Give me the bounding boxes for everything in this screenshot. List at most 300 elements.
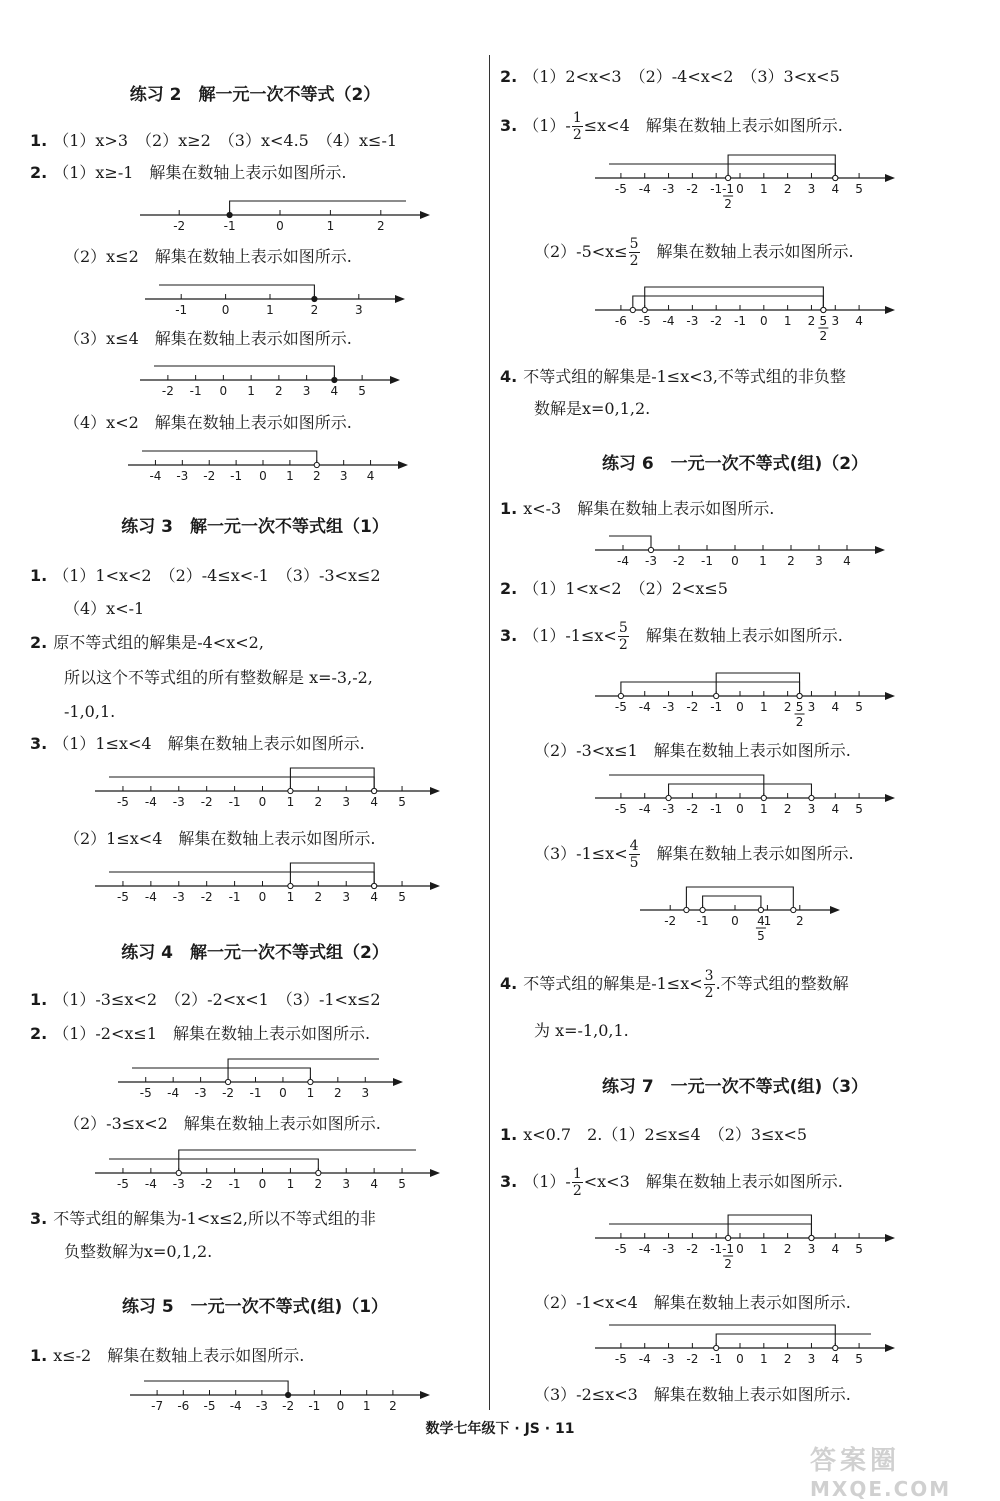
axis-arrow-icon — [430, 882, 440, 890]
answer-6-4a: 4. 不等式组的解集是-1≤x< $\frac{3}{2}$ .不等式组的整数解 — [500, 968, 849, 1001]
item-number: 3. — [30, 1209, 48, 1228]
tick-label: -4 — [229, 1399, 242, 1413]
tick-label: 3 — [807, 700, 816, 714]
answer-text: （1）2<x<3 （2）-4<x<2 （3）3<x<5 — [523, 67, 840, 86]
endpoint-dot — [809, 1235, 814, 1240]
tick-label: 2 — [376, 219, 385, 233]
endpoint-dot — [288, 788, 293, 793]
tick-label: -2 — [200, 795, 213, 809]
tick-label: 3 — [354, 303, 363, 317]
tick-label: -1 — [228, 795, 241, 809]
answer-7-3a: 3. （1）- $\frac{1}{2}$ <x<3 解集在数轴上表示如图所示. — [500, 1166, 843, 1199]
answer-3-2c: -1,0,1. — [64, 702, 116, 721]
tick-label: 0 — [736, 1352, 744, 1366]
answer-text: （1）1≤x<4 解集在数轴上表示如图所示. — [53, 734, 365, 753]
tick-label: 2 — [275, 384, 283, 398]
answer-6-3b: （2）-3<x≤1 解集在数轴上表示如图所示. — [534, 741, 851, 760]
tick-label: -3 — [686, 314, 699, 328]
section-title-2: 练习 2 解一元一次不等式（2） — [129, 85, 381, 105]
tick-label: -5 — [203, 1399, 216, 1413]
tick-label: 0 — [259, 469, 267, 483]
tick-label: -1 — [734, 314, 746, 328]
number-line — [95, 763, 440, 811]
item-number: 2. — [500, 579, 518, 598]
endpoint-dot — [700, 907, 705, 912]
tick-label: 4 — [330, 384, 339, 398]
tick-label: -2 — [200, 890, 213, 904]
tick-label: 1 — [326, 219, 335, 233]
fraction-denominator: 2 — [724, 197, 732, 211]
tick-label: 5 — [358, 384, 366, 398]
tick-label: 0 — [276, 219, 284, 233]
tick-label: 2 — [389, 1399, 397, 1413]
tick-label: 3 — [807, 182, 816, 196]
tick-label: 1 — [763, 914, 772, 928]
endpoint-dot — [725, 1235, 730, 1240]
endpoint-dot — [714, 1345, 719, 1350]
solution-range — [609, 1325, 835, 1348]
solution-range — [142, 451, 317, 465]
section-title-3: 练习 3 解一元一次不等式组（1） — [121, 517, 389, 537]
tick-label: 2 — [783, 182, 792, 196]
tick-label: -4 — [149, 469, 162, 483]
axis-arrow-icon — [393, 1078, 403, 1086]
page-footer: 数学七年级下 · JS · 11 — [425, 1421, 575, 1437]
endpoint-dot — [809, 795, 814, 800]
endpoint-dot — [225, 1079, 230, 1084]
tick-label: -1 — [249, 1086, 262, 1100]
tick-label: -4 — [617, 554, 629, 568]
solution-range — [290, 863, 374, 886]
tick-label: -3 — [662, 1242, 675, 1256]
axis-arrow-icon — [885, 1344, 895, 1352]
answer-3-1b: （4）x<-1 — [64, 599, 145, 618]
solution-range — [230, 201, 406, 215]
tick-label: 1 — [286, 1177, 295, 1191]
tick-label: 0 — [336, 1399, 345, 1413]
tick-label: -6 — [177, 1399, 190, 1413]
tick-label: -2 — [203, 469, 216, 483]
tick-label: 5 — [855, 1352, 863, 1366]
tick-label: -1 — [710, 1352, 723, 1366]
fraction: $\frac{1}{2}$ — [572, 1166, 582, 1199]
solution-range — [609, 775, 764, 798]
answer-r5-4a — [500, 366, 846, 388]
endpoint-dot — [618, 693, 623, 698]
tick-label: 2 — [783, 700, 792, 714]
tick-label: 2 — [783, 802, 792, 816]
tick-label: -5 — [116, 1177, 129, 1191]
number-line — [130, 1373, 430, 1415]
number-line — [140, 358, 400, 400]
answer-text: 原不等式组的解集是-4<x<2, — [53, 633, 264, 652]
tick-label: 5 — [855, 802, 863, 816]
tick-label: -1 — [696, 914, 709, 928]
left-column — [30, 0, 480, 1440]
item-number: 3. — [500, 626, 518, 645]
tick-label: -3 — [662, 1352, 675, 1366]
tick-label: 3 — [807, 1352, 816, 1366]
number-line — [595, 772, 895, 818]
tick-label: -4 — [144, 795, 157, 809]
fraction-numerator: -1 — [722, 1242, 735, 1256]
axis-arrow-icon — [885, 306, 895, 314]
endpoint-dot — [372, 788, 377, 793]
tick-label: -2 — [161, 384, 174, 398]
axis-arrow-icon — [830, 906, 840, 914]
solution-range — [609, 536, 651, 550]
solution-range — [179, 1150, 416, 1173]
answer-7-3b: （2）-1<x<4 解集在数轴上表示如图所示. — [534, 1293, 851, 1312]
item-number: 1. — [30, 131, 48, 150]
tick-label: -5 — [614, 1242, 627, 1256]
tick-label: -2 — [710, 314, 723, 328]
solution-range — [728, 155, 835, 178]
tick-label: -5 — [116, 890, 129, 904]
tick-label: -4 — [144, 1177, 157, 1191]
number-line — [118, 1056, 403, 1102]
answer-3-1a — [30, 565, 381, 587]
tick-label: -2 — [200, 1177, 213, 1191]
tick-label: -4 — [662, 314, 675, 328]
endpoint-dot — [761, 795, 766, 800]
tick-label: -4 — [638, 802, 651, 816]
tick-label: -5 — [614, 1352, 627, 1366]
tick-label: 1 — [759, 182, 768, 196]
tick-label: 0 — [258, 795, 267, 809]
tick-label: -2 — [173, 219, 186, 233]
endpoint-dot — [833, 1345, 838, 1350]
tick-label: 3 — [339, 469, 348, 483]
endpoint-dot — [714, 693, 719, 698]
answer-6-3c: （3）-1≤x< $\frac{4}{5}$ 解集在数轴上表示如图所示. — [534, 838, 854, 871]
answer-6-2 — [500, 578, 728, 600]
tick-label: 0 — [219, 384, 228, 398]
fraction-denominator: 2 — [795, 715, 804, 729]
answer-3-3b: （2）1≤x<4 解集在数轴上表示如图所示. — [64, 829, 376, 848]
tick-label: -4 — [638, 700, 651, 714]
number-line — [595, 1322, 895, 1368]
answer-r5-3b: （2）-5<x≤ $\frac{5}{2}$ 解集在数轴上表示如图所示. — [534, 236, 854, 269]
solution-range — [633, 296, 824, 310]
solution-range — [703, 896, 761, 910]
answer-2-2b: （2）x≤2 解集在数轴上表示如图所示. — [64, 247, 352, 266]
item-number: 4. — [500, 367, 518, 386]
axis-arrow-icon — [395, 295, 405, 303]
tick-label: 3 — [807, 802, 816, 816]
answer-text: x≤-2 解集在数轴上表示如图所示. — [53, 1346, 305, 1365]
answer-text: x<-3 解集在数轴上表示如图所示. — [523, 499, 775, 518]
tick-label: -2 — [673, 554, 685, 568]
tick-label: -1 — [228, 890, 241, 904]
tick-label: 4 — [831, 1352, 840, 1366]
item-number: 2. — [500, 67, 518, 86]
answer-text: 不等式组的解集是-1≤x<3,不等式组的非负整 — [523, 367, 846, 386]
tick-label: -4 — [638, 1352, 651, 1366]
number-line — [95, 858, 440, 906]
tick-label: 4 — [855, 314, 863, 328]
solution-range — [144, 1381, 288, 1395]
tick-label: 3 — [302, 384, 311, 398]
solution-range — [716, 1334, 871, 1348]
answer-text: （1）- — [523, 116, 571, 135]
answer-6-4b: 为 x=-1,0,1. — [534, 1021, 629, 1040]
tick-label: 0 — [736, 1242, 744, 1256]
tick-label: 4 — [831, 182, 840, 196]
answer-2-1 — [30, 130, 397, 152]
watermark-logo: 答案圈 MXQE.COM — [810, 1446, 952, 1501]
axis-arrow-icon — [875, 546, 885, 554]
solution-range — [621, 682, 800, 696]
tick-label: -1 — [710, 700, 723, 714]
tick-label: 3 — [342, 890, 351, 904]
tick-label: -4 — [144, 890, 157, 904]
answer-4-3b: 负整数解为x=0,1,2. — [64, 1242, 213, 1261]
number-line — [595, 158, 895, 216]
fraction-denominator: 2 — [724, 1257, 732, 1271]
right-column — [500, 0, 970, 1440]
answer-2-2d: （4）x<2 解集在数轴上表示如图所示. — [64, 413, 352, 432]
fraction-numerator: -1 — [722, 182, 735, 196]
fraction-denominator: 5 — [757, 929, 765, 943]
item-number: 2. — [30, 1024, 48, 1043]
tick-label: -3 — [194, 1086, 207, 1100]
section-title-6: 练习 6 一元一次不等式(组)（2） — [601, 454, 869, 474]
tick-label: -2 — [686, 182, 699, 196]
tick-label: 1 — [266, 303, 274, 317]
answer-4-2a — [30, 1023, 370, 1045]
number-line — [640, 886, 840, 948]
tick-label: -3 — [662, 802, 675, 816]
item-number: 2. — [30, 633, 48, 652]
fraction: $\frac{5}{2}$ — [629, 236, 639, 269]
answer-text: （1）1<x<2 （2）-4≤x<-1 （3）-3<x≤2 — [53, 566, 381, 585]
answer-text: （1）x≥-1 解集在数轴上表示如图所示. — [53, 163, 347, 182]
number-line — [140, 193, 430, 235]
tick-label: 4 — [366, 469, 375, 483]
tick-label: 0 — [736, 700, 744, 714]
tick-label: -3 — [172, 890, 185, 904]
solution-range — [609, 164, 835, 178]
tick-label: -3 — [255, 1399, 268, 1413]
tick-label: 0 — [221, 303, 230, 317]
fraction-numerator: 5 — [819, 314, 828, 328]
tick-label: -2 — [686, 1352, 699, 1366]
tick-label: 0 — [731, 554, 739, 568]
tick-label: 4 — [843, 554, 851, 568]
solution-range — [109, 872, 374, 886]
tick-label: 2 — [334, 1086, 342, 1100]
tick-label: 5 — [398, 795, 406, 809]
tick-label: 4 — [831, 802, 840, 816]
item-number: 3. — [30, 734, 48, 753]
tick-label: -1 — [228, 1177, 241, 1191]
fraction: $\frac{5}{2}$ — [618, 620, 628, 653]
tick-label: 4 — [370, 1177, 378, 1191]
tick-label: -3 — [172, 1177, 185, 1191]
tick-label: -2 — [686, 700, 699, 714]
tick-label: -2 — [686, 802, 699, 816]
axis-arrow-icon — [885, 1234, 895, 1242]
fraction-numerator: 4 — [757, 914, 765, 928]
endpoint-dot — [176, 1170, 181, 1175]
endpoint-dot — [821, 307, 826, 312]
tick-label: -1 — [189, 384, 202, 398]
endpoint-dot — [286, 1392, 291, 1397]
tick-label: -5 — [614, 182, 627, 196]
endpoint-dot — [316, 1170, 321, 1175]
tick-label: -6 — [614, 314, 627, 328]
solution-range — [154, 366, 334, 380]
axis-arrow-icon — [420, 211, 430, 219]
item-number: 2. — [30, 163, 48, 182]
tick-label: 0 — [279, 1086, 287, 1100]
fraction-denominator: 2 — [819, 329, 828, 343]
answer-text: 不等式组的解集为-1<x≤2,所以不等式组的非 — [53, 1209, 376, 1228]
tick-label: 2 — [795, 914, 804, 928]
item-number: 3. — [500, 1172, 518, 1191]
item-number: 3. — [500, 116, 518, 135]
item-number: 1. — [500, 499, 518, 518]
tick-label: 1 — [759, 554, 767, 568]
tick-label: 0 — [258, 1177, 267, 1191]
solution-range — [109, 777, 374, 791]
solution-range — [290, 768, 374, 791]
answer-7-1 — [500, 1124, 807, 1146]
answer-3-2a — [30, 632, 264, 654]
solution-range — [728, 1215, 811, 1238]
tick-label: -3 — [176, 469, 189, 483]
endpoint-dot — [833, 175, 838, 180]
endpoint-dot — [630, 307, 635, 312]
tick-label: -1 — [175, 303, 188, 317]
answer-4-1 — [30, 989, 381, 1011]
fraction: $\frac{4}{5}$ — [629, 838, 639, 871]
tick-label: 3 — [342, 795, 351, 809]
answer-7-3c: （3）-2≤x<3 解集在数轴上表示如图所示. — [534, 1385, 851, 1404]
tick-label: -2 — [686, 1242, 699, 1256]
item-number: 1. — [30, 990, 48, 1009]
tick-label: 3 — [342, 1177, 351, 1191]
tick-label: 5 — [855, 700, 863, 714]
tick-label: -7 — [151, 1399, 164, 1413]
answer-4-2b: （2）-3≤x<2 解集在数轴上表示如图所示. — [64, 1114, 381, 1133]
item-number: 4. — [500, 974, 518, 993]
tick-label: 0 — [736, 802, 744, 816]
answer-r5-4b: 数解是x=0,1,2. — [534, 399, 651, 418]
section-title-4: 练习 4 解一元一次不等式组（2） — [121, 943, 389, 963]
item-number: 1. — [30, 1346, 48, 1365]
tick-label: 2 — [783, 1352, 792, 1366]
solution-range — [609, 1224, 811, 1238]
tick-label: -2 — [664, 914, 677, 928]
endpoint-dot — [288, 883, 293, 888]
answer-2-2a — [30, 162, 347, 184]
endpoint-dot — [312, 296, 317, 301]
tick-label: 1 — [759, 802, 768, 816]
tick-label: 1 — [759, 1242, 768, 1256]
endpoint-dot — [227, 212, 232, 217]
tick-label: -3 — [662, 182, 675, 196]
tick-label: 3 — [807, 1242, 816, 1256]
tick-label: 1 — [247, 384, 255, 398]
tick-label: -1 — [230, 469, 243, 483]
answer-5-1 — [30, 1345, 304, 1367]
tick-label: -2 — [282, 1399, 295, 1413]
tick-label: 0 — [258, 890, 267, 904]
tick-label: -3 — [172, 795, 185, 809]
tick-label: -1 — [710, 802, 723, 816]
number-line — [595, 528, 885, 570]
solution-range — [132, 1068, 310, 1082]
tick-label: 1 — [286, 469, 294, 483]
number-line — [145, 277, 405, 319]
fraction: $\frac{1}{2}$ — [572, 110, 582, 143]
tick-label: 1 — [286, 890, 295, 904]
endpoint-dot — [684, 907, 689, 912]
answer-3-2b: 所以这个不等式组的所有整数解是 x=-3,-2, — [64, 668, 373, 687]
tick-label: 1 — [759, 1352, 768, 1366]
axis-arrow-icon — [430, 787, 440, 795]
tick-label: -5 — [139, 1086, 152, 1100]
tick-label: 3 — [815, 554, 823, 568]
number-line — [595, 286, 895, 348]
tick-label: 4 — [831, 700, 840, 714]
axis-arrow-icon — [885, 794, 895, 802]
tick-label: 2 — [787, 554, 795, 568]
axis-arrow-icon — [885, 174, 895, 182]
axis-arrow-icon — [430, 1169, 440, 1177]
answer-text: （1）x>3 （2）x≥2 （3）x<4.5 （4）x≤-1 — [53, 131, 398, 150]
tick-label: 2 — [807, 314, 816, 328]
answer-r5-2 — [500, 66, 840, 88]
endpoint-dot — [758, 907, 763, 912]
solution-range — [228, 1059, 379, 1082]
fraction: $\frac{3}{2}$ — [704, 968, 714, 1001]
endpoint-dot — [648, 547, 653, 552]
answer-text: （1）1<x<2 （2）2<x≤5 — [523, 579, 728, 598]
section-title-7: 练习 7 一元一次不等式(组)（3） — [601, 1077, 869, 1097]
tick-label: 0 — [736, 182, 744, 196]
tick-label: -4 — [638, 1242, 651, 1256]
tick-label: -1 — [701, 554, 713, 568]
tick-label: 2 — [312, 469, 321, 483]
tick-label: 2 — [310, 303, 319, 317]
column-divider — [489, 55, 490, 1410]
axis-arrow-icon — [398, 461, 408, 469]
solution-range — [159, 285, 314, 299]
fraction-numerator: 5 — [795, 700, 804, 714]
tick-label: 1 — [759, 700, 768, 714]
tick-label: 3 — [831, 314, 840, 328]
endpoint-dot — [725, 175, 730, 180]
tick-label: -2 — [222, 1086, 235, 1100]
tick-label: -3 — [662, 700, 675, 714]
tick-label: -5 — [638, 314, 651, 328]
tick-label: -3 — [645, 554, 657, 568]
axis-arrow-icon — [885, 692, 895, 700]
tick-label: -5 — [116, 795, 129, 809]
answer-2-2c: （3）x≤4 解集在数轴上表示如图所示. — [64, 329, 352, 348]
tick-label: 2 — [314, 1177, 323, 1191]
answer-r5-3a — [500, 104, 843, 148]
answer-3-3a — [30, 733, 365, 755]
answer-6-3a: 3. （1）-1≤x< $\frac{5}{2}$ 解集在数轴上表示如图所示. — [500, 620, 843, 653]
tick-label: -5 — [614, 802, 627, 816]
answer-text: （1）-3≤x<2 （2）-2<x<1 （3）-1<x≤2 — [53, 990, 381, 1009]
item-number: 1. — [30, 566, 48, 585]
tick-label: -1 — [308, 1399, 321, 1413]
